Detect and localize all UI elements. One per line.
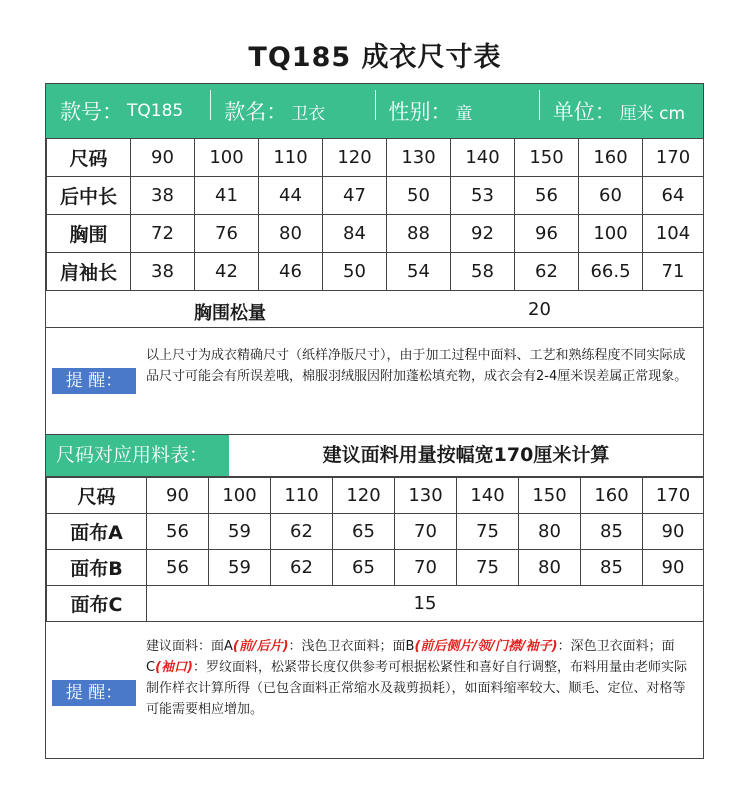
info-header-bar — [46, 84, 703, 138]
table-cell: 62 — [515, 253, 579, 291]
style-number-cell — [46, 96, 210, 126]
reminder-text-part: 建议面料：面A — [146, 639, 233, 654]
size-cell: 140 — [451, 139, 515, 177]
table-row-back-length — [47, 177, 704, 215]
size-cell: 130 — [395, 478, 457, 514]
table-cell: 59 — [209, 514, 271, 550]
table-cell: 80 — [519, 514, 581, 550]
table-cell: 96 — [515, 215, 579, 253]
table-cell: 75 — [457, 550, 519, 586]
size-cell: 90 — [147, 478, 209, 514]
size-cell: 90 — [131, 139, 195, 177]
size-cell: 120 — [333, 478, 395, 514]
table-cell: 88 — [387, 215, 451, 253]
table-cell: 59 — [209, 550, 271, 586]
style-number-label: 款号： — [60, 100, 123, 124]
table-cell: 75 — [457, 514, 519, 550]
reminder-highlight: (袖口) — [155, 660, 193, 675]
gender-label: 性别： — [388, 100, 452, 124]
gender-value: 童 — [455, 103, 473, 124]
row-label: 面布B — [47, 550, 147, 586]
table-cell: 65 — [333, 550, 395, 586]
size-cell: 110 — [259, 139, 323, 177]
size-cell: 170 — [643, 139, 704, 177]
fabric-width-note: 建议面料用量按幅宽170厘米计算 — [322, 444, 610, 466]
size-header-label: 尺码 — [47, 139, 131, 177]
size-cell: 150 — [515, 139, 579, 177]
table-cell: 76 — [195, 215, 259, 253]
chest-ease-label: 胸围松量 — [194, 303, 266, 324]
table-cell: 60 — [579, 177, 643, 215]
table-cell: 53 — [451, 177, 515, 215]
style-number-value: TQ185 — [127, 101, 184, 121]
table-cell: 54 — [387, 253, 451, 291]
table-cell: 47 — [323, 177, 387, 215]
size-table — [46, 138, 704, 291]
reminder-highlight: (前后侧片/领/门襟/袖子) — [414, 639, 558, 654]
style-name-cell — [210, 96, 374, 126]
reminder-highlight: (前/后片) — [232, 639, 289, 654]
fabric-section-tab: 尺码对应用料表： — [46, 435, 229, 476]
size-chart-frame — [45, 83, 704, 759]
size-header-label: 尺码 — [47, 478, 147, 514]
table-cell: 15 — [147, 586, 704, 622]
style-name-label: 款名： — [224, 100, 288, 124]
table-cell: 50 — [387, 177, 451, 215]
chest-ease-row — [46, 290, 703, 328]
table-cell: 104 — [643, 215, 704, 253]
row-label: 面布C — [47, 586, 147, 622]
table-cell: 92 — [451, 215, 515, 253]
table-cell: 72 — [131, 215, 195, 253]
table-cell: 56 — [147, 514, 209, 550]
table-cell: 66.5 — [579, 253, 643, 291]
size-cell: 120 — [323, 139, 387, 177]
table-cell: 70 — [395, 514, 457, 550]
table-cell: 46 — [259, 253, 323, 291]
size-cell: 170 — [643, 478, 704, 514]
gender-cell — [375, 96, 539, 126]
table-cell: 42 — [195, 253, 259, 291]
table-row-fabric-a — [47, 514, 704, 550]
style-name-value: 卫衣 — [291, 103, 326, 124]
unit-label: 单位： — [552, 100, 616, 124]
reminder-text-part: ：浅色卫衣面料；面B — [288, 639, 415, 654]
size-cell: 100 — [195, 139, 259, 177]
table-cell: 84 — [323, 215, 387, 253]
table-cell: 71 — [643, 253, 704, 291]
size-cell: 110 — [271, 478, 333, 514]
table-cell: 90 — [643, 514, 704, 550]
table-cell: 38 — [131, 253, 195, 291]
fabric-section-header — [46, 435, 703, 477]
reminder-box-fabric — [46, 623, 703, 760]
row-label: 肩袖长 — [47, 253, 131, 291]
table-cell: 50 — [323, 253, 387, 291]
table-row-fabric-b — [47, 550, 704, 586]
reminder-badge: 提 醒： — [52, 680, 136, 706]
size-cell: 130 — [387, 139, 451, 177]
reminder-badge: 提 醒： — [52, 368, 136, 394]
row-label: 面布A — [47, 514, 147, 550]
table-cell: 56 — [515, 177, 579, 215]
reminder-box-size — [46, 328, 703, 435]
table-cell: 38 — [131, 177, 195, 215]
reminder-text: 以上尺寸为成衣精确尺寸（纸样净版尺寸），由于加工过程中面料、工艺和熟练程度不同实际成品尺寸可能会有所误差哦，棉服羽绒服因附加蓬松填充物，成衣会有2-4厘米误差属正常现象。 — [146, 348, 688, 384]
table-cell: 85 — [581, 514, 643, 550]
table-cell: 85 — [581, 550, 643, 586]
unit-cell — [539, 96, 703, 126]
reminder-text — [146, 636, 698, 720]
table-cell: 64 — [643, 177, 704, 215]
size-cell: 160 — [579, 139, 643, 177]
reminder-text-part: ：罗纹面料，松紧带长度仅供参考可根据松紧性和喜好自行调整，布料用量由老师实际制作样衣计算所得（已包含面料正常缩水及裁剪损耗），如面料缩率较大、顺毛、定位、对格等可能需要相应增加。 — [146, 660, 687, 717]
fabric-table — [46, 477, 704, 622]
unit-value: 厘米 cm — [619, 103, 686, 124]
table-cell: 100 — [579, 215, 643, 253]
table-cell: 44 — [259, 177, 323, 215]
table-cell: 90 — [643, 550, 704, 586]
table-row-fabric-c — [47, 586, 704, 622]
size-cell: 150 — [519, 478, 581, 514]
table-cell: 80 — [519, 550, 581, 586]
fabric-size-header-row — [47, 478, 704, 514]
reminder-text-part: ：深色卫衣面料；面C — [146, 639, 675, 675]
size-cell: 100 — [209, 478, 271, 514]
table-cell: 58 — [451, 253, 515, 291]
table-cell: 62 — [271, 514, 333, 550]
chest-ease-value: 20 — [528, 299, 551, 320]
row-label: 后中长 — [47, 177, 131, 215]
table-cell: 62 — [271, 550, 333, 586]
table-row-shoulder-sleeve — [47, 253, 704, 291]
row-label: 胸围 — [47, 215, 131, 253]
table-cell: 80 — [259, 215, 323, 253]
table-cell: 70 — [395, 550, 457, 586]
size-cell: 160 — [581, 478, 643, 514]
table-cell: 56 — [147, 550, 209, 586]
table-cell: 41 — [195, 177, 259, 215]
size-header-row — [47, 139, 704, 177]
table-cell: 65 — [333, 514, 395, 550]
size-cell: 140 — [457, 478, 519, 514]
page-title: TQ185 成衣尺寸表 — [248, 42, 502, 73]
table-row-chest — [47, 215, 704, 253]
